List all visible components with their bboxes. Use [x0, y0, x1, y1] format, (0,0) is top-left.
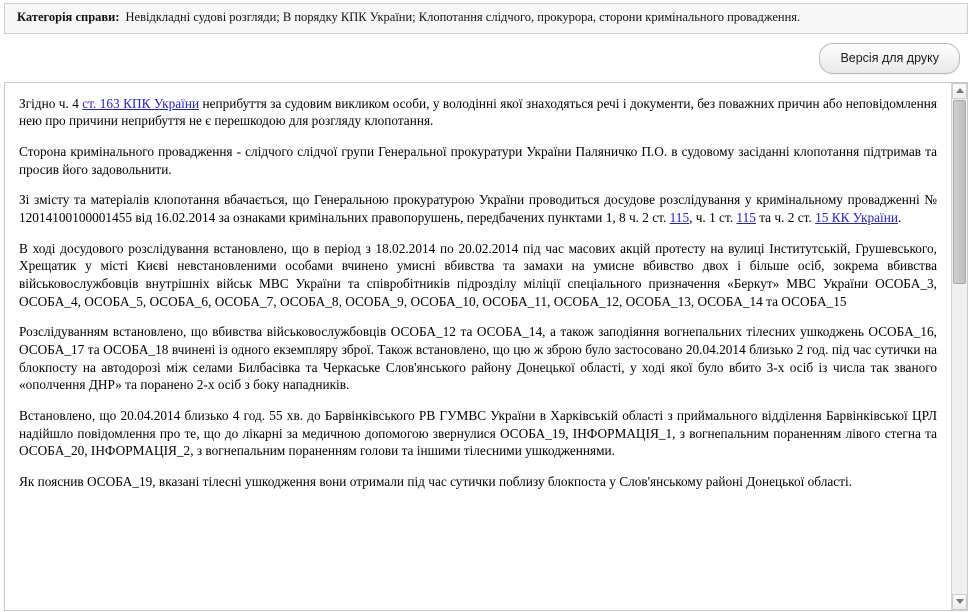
document-paragraph — [19, 191, 937, 226]
document-paragraph — [19, 240, 937, 311]
paragraph-text: . — [897, 209, 902, 225]
paragraph-text: Встановлено, що 20.04.2014 близько 4 год. 55 хв. до Барвінківського РВ ГУМВС України в Харківській області з приймального відділення Барвінківської ЦРЛ надійшло повідомлення про те, що до лікарні за медичною допомогою звернулися ОСОБА_19, ІНФОРМАЦІЯ_1, з вогнепальним пораненням лівого стегна та ОСОБА_20, ІНФОРМАЦІЯ_2, з вогнепальним пораненням голови та іншими тілесними ушкодженнями. — [19, 408, 937, 459]
document-paragraph — [19, 473, 937, 491]
paragraph-text: Зі змісту та матеріалів клопотання вбачається, що Генеральною прокуратурою України проводиться досудове розслідування у кримінальному провадженні № 12014100100001455 від 16.02.2014 за ознаками кримінальних правопорушень, передбачених пунктами 1, 8 ч. 2 ст. — [19, 192, 937, 225]
chevron-up-icon — [956, 88, 964, 93]
case-category-value: Невідкладні судові розгляди; В порядку КПК України; Клопотання слідчого, прокурора, сторони кримінального провадження. — [125, 10, 801, 24]
law-reference-link[interactable]: 115 — [669, 209, 690, 225]
paragraph-text: та ч. 2 ст. — [755, 209, 816, 225]
paragraph-text: Розслідуванням встановлено, що вбивства військовослужбовців ОСОБА_12 та ОСОБА_14, а також заподіяння вогнепальних тілесних ушкоджень ОСОБА_16, ОСОБА_17 та ОСОБА_18 вчинені із одного екземпляру зброї. Також встановлено, що цю ж зброю було застосовано 20.04.2014 близько 2 год. під час сутички на блокпосту на автодорозі між селами Билбасівка та Черкаське Слов'янського району Донецької області, у ході якої було вбито 3-х осіб із числа так званого «ополчення ДНР» та поранено 2-х осіб з боку нападників. — [19, 324, 937, 393]
paragraph-text: В ході досудового розслідування встановлено, що в період з 18.02.2014 по 20.02.2014 під час масових акцій протесту на вулиці Інститутській, Грушевського, Хрещатик у місті Києві невстановленими особами вчинено умисні вбивства та замахи на умисне вбивство двох і більше осіб, зокрема вбивства військовослужбовців внутрішніх військ МВС України та співробітників підрозділу міліції спеціального призначення «Беркут» МВС України ОСОБА_3, ОСОБА_4, ОСОБА_5, ОСОБА_6, ОСОБА_7, ОСОБА_8, ОСОБА_9, ОСОБА_10, ОСОБА_11, ОСОБА_12, ОСОБА_13, ОСОБА_14 та ОСОБА_15 — [19, 240, 937, 309]
scroll-down-button[interactable] — [952, 594, 967, 610]
paragraph-text: Згідно ч. 4 — [19, 95, 83, 111]
document-paragraph — [19, 143, 937, 178]
scrollbar-thumb[interactable] — [953, 100, 966, 284]
law-reference-link[interactable]: 15 КК України — [815, 209, 898, 225]
toolbar — [0, 34, 972, 82]
document-paragraph — [19, 95, 937, 130]
law-reference-link[interactable]: 115 — [736, 209, 756, 225]
paragraph-text: Як пояснив ОСОБА_19, вказані тілесні ушкодження вони отримали під час сутички поблизу блокпоста у Слов'янському районі Донецької області. — [19, 474, 852, 490]
document-paragraph — [19, 323, 937, 394]
vertical-scrollbar[interactable] — [951, 83, 967, 610]
print-version-button[interactable]: Версія для друку — [819, 43, 960, 74]
scroll-up-button[interactable] — [952, 83, 967, 99]
paragraph-text: Сторона кримінального провадження - слідчого слідчої групи Генеральної прокуратури України Паляничко П.О. в судовому засіданні клопотання підтримав та просив його задовольнити. — [19, 143, 937, 177]
chevron-down-icon — [956, 599, 964, 604]
document-panel — [4, 82, 968, 611]
document-body — [5, 83, 951, 610]
case-category-label: Категорія справи: — [17, 10, 120, 24]
paragraph-text: неприбуття за судовим викликом особи, у володінні якої знаходяться речі і документи, без поважних причин або неповідомлення нею про причини неприбуття не є перешкодою для розгляду клопотання. — [19, 95, 937, 129]
paragraph-text: , ч. 1 ст. — [689, 209, 737, 225]
law-reference-link[interactable]: ст. 163 КПК України — [82, 95, 200, 111]
document-paragraph — [19, 407, 937, 460]
case-category-bar — [4, 3, 968, 34]
